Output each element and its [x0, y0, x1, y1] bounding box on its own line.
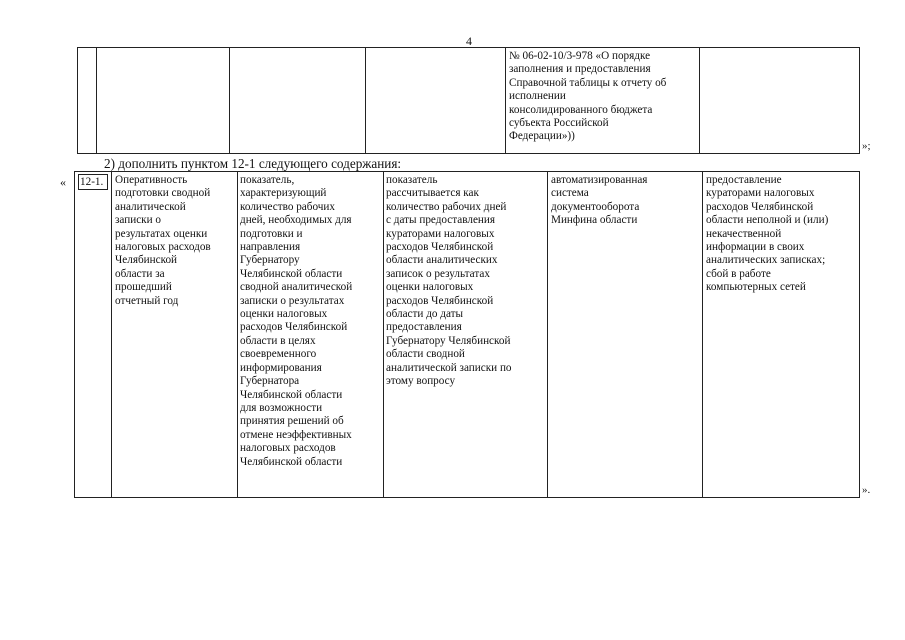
- text-line: Челябинской: [115, 254, 178, 267]
- text-line: Губернатора: [240, 375, 300, 388]
- text-line: некачественной: [706, 227, 782, 240]
- text-line: результатах оценки: [115, 227, 208, 240]
- text-line: записки о результатах: [240, 294, 345, 307]
- calculation-method-cell: [386, 174, 544, 389]
- closing-quote-top: »;: [862, 140, 871, 152]
- text-line: Минфина области: [551, 214, 638, 227]
- text-line: области за: [115, 267, 165, 280]
- text-line: области до даты: [386, 308, 464, 321]
- text-line: кураторами налоговых: [706, 187, 815, 200]
- text-line: информации в своих: [706, 241, 805, 254]
- text-line: для возможности: [240, 401, 323, 414]
- text-line: Челябинской области: [240, 267, 343, 280]
- column-divider: [365, 48, 366, 153]
- text-line: исполнении: [509, 90, 566, 103]
- text-line: области сводной: [386, 348, 465, 361]
- text-line: расходов Челябинской: [386, 241, 494, 254]
- text-line: субъекта Российской: [509, 117, 609, 130]
- text-line: показатель,: [240, 174, 295, 186]
- text-line: области неполной и (или): [706, 214, 829, 227]
- text-line: количество рабочих дней: [386, 200, 507, 213]
- text-line: записок о результатах: [386, 267, 490, 280]
- text-line: система: [551, 187, 589, 200]
- text-line: аналитических записках;: [706, 254, 826, 267]
- text-line: принятия решений об: [240, 415, 344, 428]
- opening-quote: «: [60, 175, 66, 189]
- text-line: налоговых расходов: [115, 241, 211, 254]
- text-line: кураторами налоговых: [386, 227, 495, 240]
- indicator-name-cell: [115, 174, 230, 308]
- text-line: отчетный год: [115, 294, 179, 307]
- closing-quote-bottom: ».: [862, 484, 871, 496]
- text-line: компьютерных сетей: [706, 281, 806, 294]
- text-line: показатель: [386, 174, 438, 186]
- text-line: прошедший: [115, 281, 172, 294]
- text-line: с даты предоставления: [386, 214, 496, 227]
- risk-factors-cell: [706, 174, 854, 295]
- column-divider: [111, 172, 112, 497]
- column-divider: [505, 48, 506, 153]
- column-divider: [96, 48, 97, 153]
- continued-table-row: [77, 47, 860, 154]
- text-line: автоматизированная: [551, 174, 648, 186]
- text-line: аналитической: [115, 200, 186, 213]
- text-line: области в целях: [240, 334, 316, 347]
- text-line: рассчитывается как: [386, 187, 479, 200]
- column-divider: [547, 172, 548, 497]
- text-line: подготовки сводной: [115, 187, 211, 200]
- text-line: предоставление: [706, 174, 782, 186]
- instruction-paragraph: 2) дополнить пунктом 12-1 следующего содержания:: [104, 156, 402, 171]
- text-line: Оперативность: [115, 174, 188, 186]
- text-line: Челябинской области: [240, 388, 343, 401]
- text-line: записки о: [115, 214, 161, 227]
- text-line: аналитической записки по: [386, 361, 512, 374]
- text-line: № 06-02-10/3-978 «О порядке: [509, 50, 651, 62]
- page-number: 4: [466, 34, 472, 48]
- text-line: этому вопросу: [386, 375, 456, 388]
- text-line: сбой в работе: [706, 267, 771, 280]
- column-divider: [702, 172, 703, 497]
- text-line: области аналитических: [386, 254, 498, 267]
- row-number: 12-1.: [78, 174, 108, 190]
- text-line: консолидированного бюджета: [509, 103, 653, 116]
- text-line: документооборота: [551, 200, 640, 213]
- text-line: предоставления: [386, 321, 462, 334]
- text-line: Челябинской области: [240, 455, 343, 468]
- text-line: оценки налоговых: [240, 308, 328, 321]
- text-line: направления: [240, 241, 301, 254]
- text-line: Справочной таблицы к отчету об: [509, 76, 667, 89]
- text-line: количество рабочих: [240, 200, 335, 213]
- text-line: расходов Челябинской: [706, 200, 814, 213]
- text-line: налоговых расходов: [240, 442, 336, 455]
- data-source-cell: [551, 174, 701, 228]
- new-table-row: [74, 171, 860, 498]
- text-line: Федерации»)): [509, 130, 575, 143]
- text-line: информирования: [240, 361, 322, 374]
- column-divider: [699, 48, 700, 153]
- text-line: расходов Челябинской: [240, 321, 348, 334]
- reference-cell: [509, 50, 699, 144]
- column-divider: [237, 172, 238, 497]
- text-line: отмене неэффективных: [240, 428, 352, 441]
- text-line: Губернатору Челябинской: [386, 334, 511, 347]
- text-line: оценки налоговых: [386, 281, 474, 294]
- text-line: Губернатору: [240, 254, 300, 267]
- text-line: характеризующий: [240, 187, 327, 200]
- text-line: дней, необходимых для: [240, 214, 352, 227]
- text-line: своевременного: [240, 348, 317, 361]
- text-line: сводной аналитической: [240, 281, 353, 294]
- text-line: заполнения и предоставления: [509, 63, 651, 76]
- indicator-description-cell: [240, 174, 380, 469]
- column-divider: [229, 48, 230, 153]
- text-line: подготовки и: [240, 227, 303, 240]
- column-divider: [383, 172, 384, 497]
- text-line: расходов Челябинской: [386, 294, 494, 307]
